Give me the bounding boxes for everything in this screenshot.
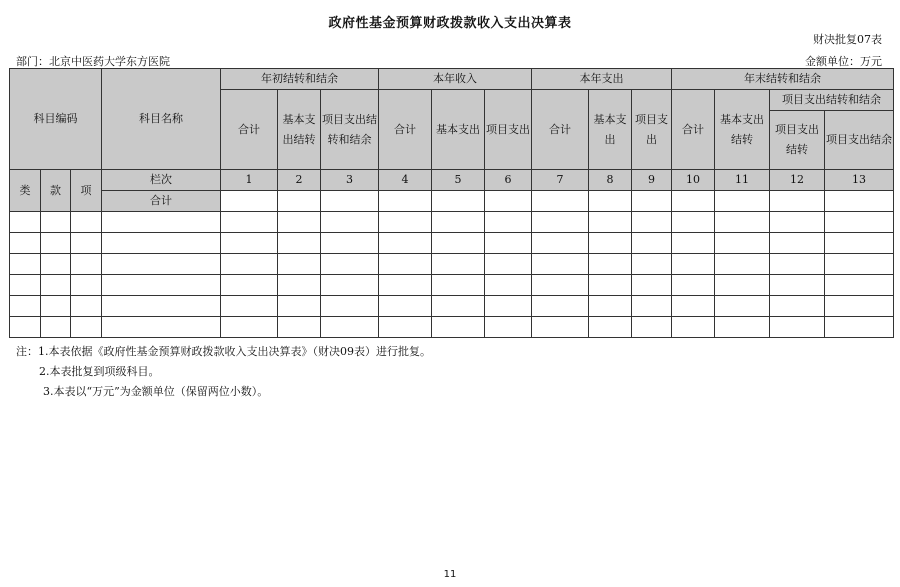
code-part-item: 项 — [71, 170, 102, 212]
opening-group-header: 年初结转和结余 — [221, 69, 379, 90]
total-cell — [825, 191, 894, 212]
department-label: 部门：北京中医药大学东方医院 — [16, 55, 170, 68]
expense-total-header: 合计 — [532, 90, 589, 170]
income-project-header: 项目支出 — [485, 90, 532, 170]
code-part-section: 款 — [41, 170, 71, 212]
closing-project-carry-header: 项目支出结转 — [770, 111, 825, 170]
opening-basic-header: 基本支出结转 — [278, 90, 321, 170]
expense-group-header: 本年支出 — [532, 69, 672, 90]
name-header: 科目名称 — [102, 69, 221, 170]
opening-project-header: 项目支出结转和结余 — [321, 90, 379, 170]
note-3: 3.本表以“万元”为金额单位（保留两位小数）。 — [43, 385, 269, 398]
table-row — [10, 254, 894, 275]
column-number: 12 — [770, 170, 825, 191]
expense-basic-header: 基本支出 — [589, 90, 632, 170]
column-number: 3 — [321, 170, 379, 191]
column-number: 11 — [715, 170, 770, 191]
opening-total-header: 合计 — [221, 90, 278, 170]
form-number: 财决批复07表 — [813, 33, 882, 46]
total-cell — [321, 191, 379, 212]
column-number: 1 — [221, 170, 278, 191]
total-cell — [715, 191, 770, 212]
page-title: 政府性基金预算财政拨款收入支出决算表 — [328, 16, 572, 31]
unit-label: 金额单位：万元 — [805, 55, 882, 68]
closing-project-balance-header: 项目支出结余 — [825, 111, 894, 170]
column-number: 13 — [825, 170, 894, 191]
table-row — [10, 296, 894, 317]
table-row — [10, 212, 894, 233]
total-cell — [221, 191, 278, 212]
income-group-header: 本年收入 — [379, 69, 532, 90]
closing-group-header: 年末结转和结余 — [672, 69, 894, 90]
total-cell — [379, 191, 432, 212]
expense-project-header: 项目支出 — [632, 90, 672, 170]
income-basic-header: 基本支出 — [432, 90, 485, 170]
page-number: 11 — [443, 569, 457, 580]
total-cell — [532, 191, 589, 212]
closing-project-group-header: 项目支出结转和结余 — [770, 90, 894, 111]
code-part-class: 类 — [10, 170, 41, 212]
total-cell — [278, 191, 321, 212]
row-label-cell: 栏次 — [102, 170, 221, 191]
total-cell — [672, 191, 715, 212]
income-total-header: 合计 — [379, 90, 432, 170]
closing-basic-header: 基本支出结转 — [715, 90, 770, 170]
total-row-label: 合计 — [102, 191, 221, 212]
column-number: 5 — [432, 170, 485, 191]
note-1: 注：1.本表依据《政府性基金预算财政拨款收入支出决算表》（财决09表）进行批复。 — [16, 345, 431, 358]
column-number: 4 — [379, 170, 432, 191]
column-number: 9 — [632, 170, 672, 191]
table-row — [10, 317, 894, 338]
total-cell — [589, 191, 632, 212]
total-cell — [432, 191, 485, 212]
column-number: 2 — [278, 170, 321, 191]
column-number: 7 — [532, 170, 589, 191]
code-header: 科目编码 — [10, 69, 102, 170]
table-row — [10, 233, 894, 254]
notes — [16, 342, 431, 402]
table-row — [10, 275, 894, 296]
column-number: 6 — [485, 170, 532, 191]
total-cell — [632, 191, 672, 212]
column-number: 8 — [589, 170, 632, 191]
note-2: 2.本表批复到项级科目。 — [39, 365, 160, 378]
closing-total-header: 合计 — [672, 90, 715, 170]
total-cell — [485, 191, 532, 212]
budget-table — [9, 68, 894, 338]
column-number: 10 — [672, 170, 715, 191]
total-cell — [770, 191, 825, 212]
